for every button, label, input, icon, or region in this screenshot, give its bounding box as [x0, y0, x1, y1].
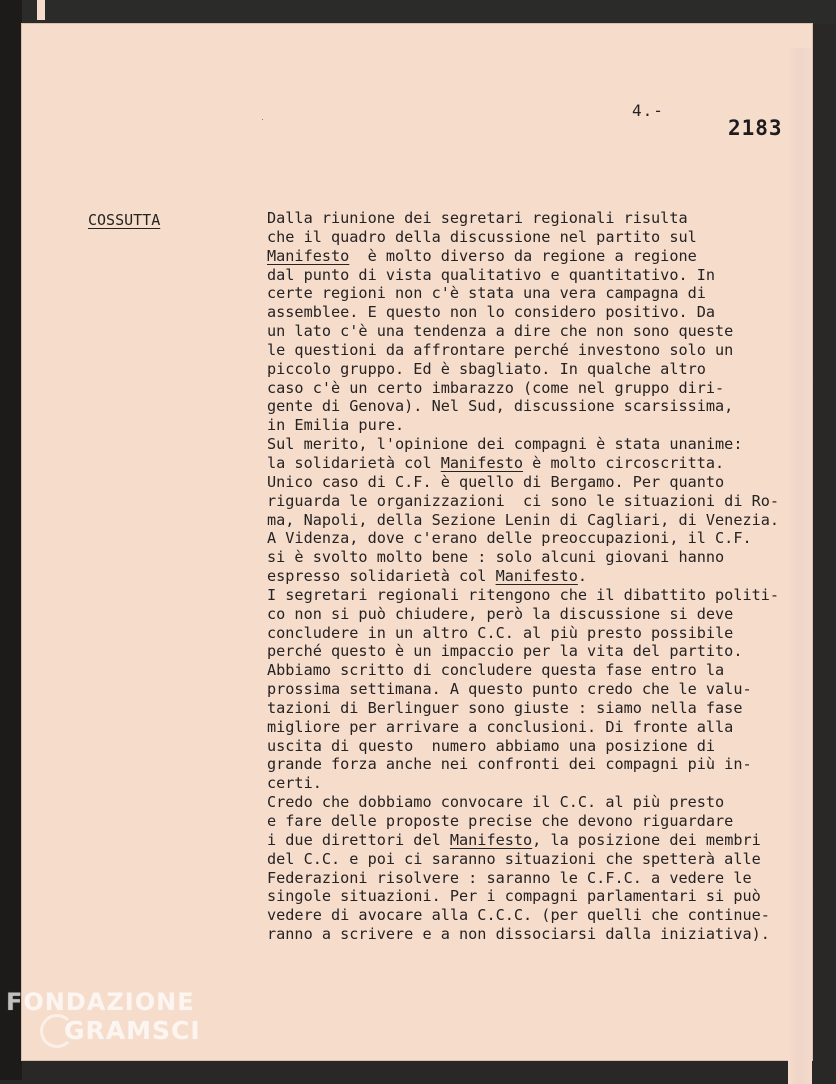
- text-line: [267, 529, 802, 548]
- text-segment: dal punto di vista qualitativo e quantitativo. In: [267, 265, 716, 284]
- text-segment: un lato c'è una tendenza a dire che non sono queste: [267, 322, 734, 341]
- text-segment: grande forza anche nei confronti dei compagni più in-: [267, 755, 752, 774]
- text-line: [267, 322, 802, 341]
- text-line: [267, 699, 802, 718]
- text-line: [267, 850, 802, 869]
- text-segment: I segretari regionali ritengono che il dibattito politi-: [267, 585, 780, 604]
- text-segment: e fare delle proposte precise che devono riguardare: [267, 812, 734, 830]
- text-line: [267, 379, 802, 398]
- text-line: [267, 397, 802, 416]
- text-segment: le questioni da affrontare perché investono solo un: [267, 340, 734, 359]
- text-line: [267, 642, 802, 661]
- text-segment: uscita di questo numero abbiamo una posizione di: [267, 736, 716, 755]
- text-line: [267, 774, 802, 793]
- text-segment: assemblee. E questo non lo considero positivo. Da: [267, 303, 716, 322]
- text-line: [267, 360, 802, 379]
- text-segment: Federazioni risolvere : saranno le C.F.C. a vedere le: [267, 868, 752, 887]
- text-line: [267, 228, 802, 247]
- left-dark-strip: [0, 0, 22, 1080]
- text-line: [267, 887, 802, 906]
- text-line: [267, 209, 802, 228]
- text-line: [267, 680, 802, 699]
- speaker-name: COSSUTTA: [88, 211, 161, 229]
- text-line: [267, 831, 802, 850]
- text-segment: i due direttori del: [267, 830, 450, 849]
- underlined-text: Manifesto: [449, 830, 533, 849]
- underlined-text: Manifesto: [495, 567, 578, 586]
- text-segment: migliore per arrivare a conclusioni. Di fronte alla: [267, 717, 734, 736]
- text-line: [267, 624, 802, 643]
- text-line: [267, 284, 802, 303]
- underlined-text: Manifesto: [440, 453, 524, 472]
- text-segment: Dalla riunione dei segretari regionali risulta: [267, 209, 688, 227]
- text-segment: vedere di avocare alla C.C.C. (per quelli che continue-: [267, 906, 770, 925]
- watermark-line2: GRAMSCI: [64, 1016, 201, 1045]
- text-line: [267, 454, 802, 473]
- text-segment: è molto diverso da regione a regione: [349, 246, 697, 265]
- text-line: [267, 435, 802, 454]
- text-segment: .: [577, 567, 588, 586]
- text-line: [267, 869, 802, 888]
- underlined-text: Manifesto: [267, 246, 350, 265]
- text-segment: perché questo è un impaccio per la vita del partito.: [267, 642, 743, 661]
- top-dark-strip: [0, 0, 836, 24]
- text-segment: ma, Napoli, della Sezione Lenin di Cagliari, di Venezia.: [267, 510, 780, 529]
- text-line: [267, 341, 802, 360]
- text-line: [267, 737, 802, 756]
- text-segment: Unico caso di C.F. è quello di Bergamo. Per quanto: [267, 472, 725, 491]
- text-line: [267, 812, 802, 831]
- text-line: [267, 567, 802, 586]
- text-line: [267, 303, 802, 322]
- document-page: [22, 24, 812, 1060]
- text-segment: singole situazioni. Per i compagni parlamentari si può: [267, 887, 761, 906]
- text-line: [267, 755, 802, 774]
- text-line: [267, 605, 802, 624]
- text-segment: co non si può chiudere, però la discussione si deve: [267, 604, 734, 623]
- text-line: [267, 511, 802, 530]
- text-segment: riguarda le organizzazioni ci sono le situazioni di Ro-: [267, 491, 780, 510]
- text-segment: la solidarietà col: [267, 453, 441, 472]
- document-number: 2183: [728, 116, 783, 140]
- speech-text: [267, 209, 802, 944]
- text-segment: , la posizione dei membri: [532, 830, 761, 849]
- text-line: [267, 906, 802, 925]
- text-segment: espresso solidarietà col: [267, 567, 496, 586]
- text-segment: certe regioni non c'è stata una vera campagna di: [267, 284, 706, 303]
- text-line: [267, 548, 802, 567]
- text-line: [267, 586, 802, 605]
- text-segment: in Emilia pure.: [267, 416, 405, 435]
- text-segment: si è svolto molto bene : solo alcuni giovani hanno: [267, 548, 725, 567]
- text-segment: Abbiamo scritto di concludere questa fase entro la: [267, 661, 725, 680]
- text-line: [267, 661, 802, 680]
- text-segment: che il quadro della discussione nel partito sul: [267, 227, 697, 246]
- text-segment: certi.: [267, 774, 322, 793]
- text-segment: piccolo gruppo. Ed è sbagliato. In qualche altro: [267, 359, 706, 378]
- text-segment: concludere in un altro C.C. al più presto possibile: [267, 623, 734, 642]
- text-segment: tazioni di Berlinguer sono giuste : siamo nella fase: [267, 698, 743, 717]
- text-line: [267, 266, 802, 285]
- text-line: [267, 416, 802, 435]
- page-number: 4.-: [632, 101, 664, 120]
- text-segment: del C.C. e poi ci saranno situazioni che spetterà alle: [267, 849, 761, 868]
- text-line: [267, 247, 802, 266]
- text-segment: A Videnza, dove c'erano delle preoccupazioni, il C.F.: [267, 529, 752, 548]
- text-segment: è molto circoscritta.: [523, 453, 725, 472]
- fondazione-gramsci-watermark: [6, 988, 216, 1068]
- text-line: [267, 473, 802, 492]
- watermark-line1: FONDAZIONE: [6, 988, 195, 1016]
- text-line: [267, 793, 802, 812]
- text-line: [267, 718, 802, 737]
- paper-tab: [37, 0, 45, 20]
- text-line: [267, 925, 802, 944]
- text-segment: gente di Genova). Nel Sud, discussione scarsissima,: [267, 397, 734, 416]
- paper-speck: [262, 119, 263, 120]
- text-segment: Credo che dobbiamo convocare il C.C. al più presto: [267, 793, 725, 812]
- text-segment: caso c'è un certo imbarazzo (come nel gruppo diri-: [267, 378, 725, 397]
- text-segment: prossima settimana. A questo punto credo che le valu-: [267, 680, 752, 699]
- text-segment: ranno a scrivere e a non dissociarsi dalla iniziativa).: [267, 925, 770, 944]
- text-line: [267, 492, 802, 511]
- text-segment: Sul merito, l'opinione dei compagni è stata unanime:: [267, 435, 743, 454]
